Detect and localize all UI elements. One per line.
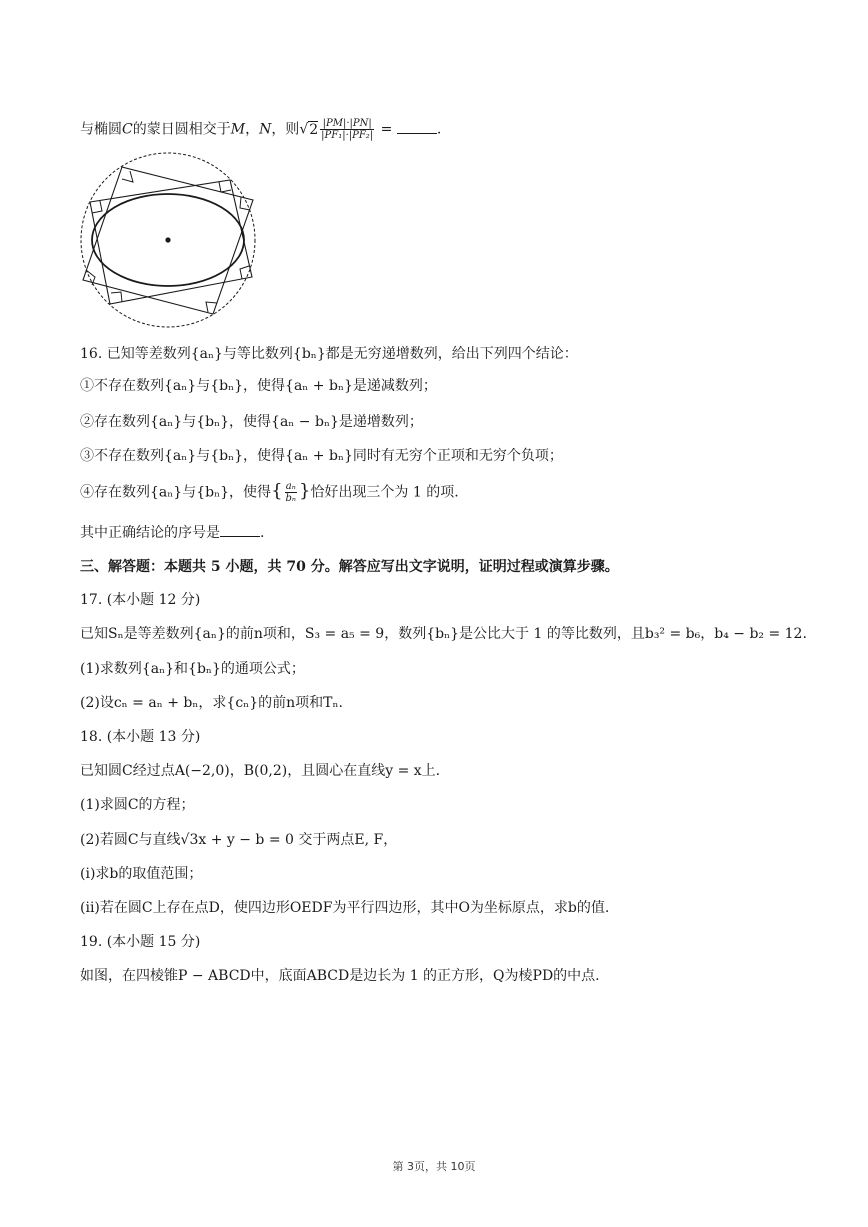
q16-option-4-numerator: aₙ <box>285 481 296 492</box>
q16-option-4-tail: 恰好出现三个为 1 的项. <box>310 484 459 501</box>
monge-circle-figure <box>78 152 260 330</box>
q15-equals: = <box>376 121 397 138</box>
q15-tail-line: 与椭圆C的蒙日圆相交于M，N，则√2 $\frac{|PM|\cdot|PN|}{\text{|PF₁|·|PF₂|}}$ = . <box>80 118 442 141</box>
ellipse-center-dot <box>165 237 170 242</box>
q16-option-2: ②存在数列{aₙ}与{bₙ}，使得{aₙ − bₙ}是递增数列； <box>80 414 423 430</box>
q18-stem: 已知圆C经过点A(−2,0)，B(0,2)，且圆心在直线y = x上. <box>80 763 441 779</box>
q16-option-4-denominator: bₙ <box>285 493 296 504</box>
q18-part-2: (2)若圆C与直线√3x + y − b = 0 交于两点E, F， <box>80 832 398 848</box>
q18-part-2-ii: (ii)若在圆C上存在点D，使四边形OEDF为平行四边形，其中O为坐标原点，求b的值. <box>80 900 610 916</box>
q17-part-1: (1)求数列{aₙ}和{bₙ}的通项公式； <box>80 661 305 677</box>
q15-period: . <box>436 121 442 138</box>
q18-heading: 18. (本小题 13 分) <box>80 729 201 745</box>
q16-stem: 16. 已知等差数列{aₙ}与等比数列{bₙ}都是无穷递增数列，给出下列四个结论： <box>80 346 578 362</box>
q15-answer-blank <box>397 119 437 134</box>
q15-text-then: ，则 <box>271 121 300 138</box>
q16-option-3: ③不存在数列{aₙ}与{bₙ}，使得{aₙ + bₙ}同时有无穷个正项和无穷个负项； <box>80 448 563 464</box>
q18-part-1: (1)求圆C的方程； <box>80 797 195 813</box>
page-footer: 第 3页，共 10页 <box>392 1160 476 1173</box>
q15-var-n: N <box>259 121 272 138</box>
q17-part-2: (2)设cₙ = aₙ + bₙ，求{cₙ}的前n项和Tₙ. <box>80 695 343 711</box>
q16-option-4-lead: ④存在数列{aₙ}与{bₙ}，使得 <box>80 484 272 501</box>
q15-fraction-denominator: |PF₁|·|PF₂| <box>321 130 374 141</box>
q16-ask-line <box>80 522 264 543</box>
q15-text-lead: 与椭圆 <box>80 121 122 138</box>
q15-var-m: M <box>230 121 246 138</box>
q16-option-4-fraction <box>285 481 297 504</box>
q16-answer-blank <box>220 522 260 537</box>
q15-sqrt-two: 2 <box>309 121 319 138</box>
q16-option-1: ①不存在数列{aₙ}与{bₙ}，使得{aₙ + bₙ}是递减数列； <box>80 378 437 394</box>
q19-stem: 如图，在四棱锥P − ABCD中，底面ABCD是边长为 1 的正方形，Q为棱PD的中点. <box>80 968 600 984</box>
q15-comma: ， <box>245 121 260 138</box>
q19-heading: 19. (本小题 15 分) <box>80 934 201 950</box>
section-3-heading: 三、解答题：本题共 5 小题，共 70 分。解答应写出文字说明，证明过程或演算步骤。 <box>80 559 619 575</box>
q17-stem: 已知Sₙ是等差数列{aₙ}的前n项和，S₃ = a₅ = 9，数列{bₙ}是公比大于 1 的等比数列，且b₃² = b₆，b₄ − b₂ = 12. <box>80 626 807 642</box>
q17-heading: 17. (本小题 12 分) <box>80 592 201 608</box>
q15-text-mid: 的蒙日圆相交于 <box>132 121 231 138</box>
q16-ask-period: . <box>260 525 265 541</box>
q16-ask: 其中正确结论的序号是 <box>80 525 220 541</box>
q18-part-2-i: (i)求b的取值范围； <box>80 866 203 882</box>
q16-option-4: ④存在数列{aₙ}与{bₙ}，使得{ $\frac{\text{aₙ}}{\text{bₙ}}$ }恰好出现三个为 1 的项. <box>80 480 459 504</box>
q15-fraction-numerator: |PM|·|PN| <box>320 118 374 130</box>
q15-var-c: C <box>122 121 133 138</box>
q15-fraction <box>320 118 374 141</box>
